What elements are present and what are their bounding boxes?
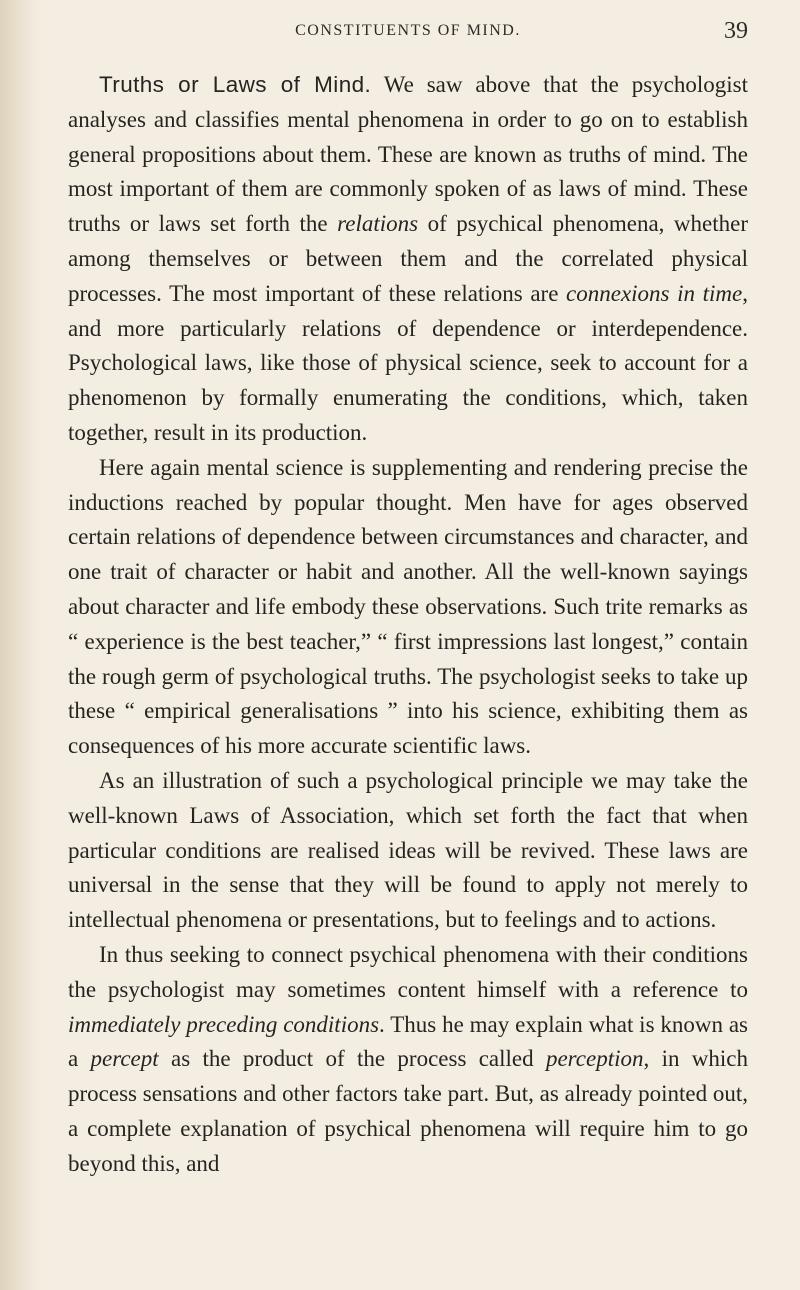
italic-term-relations: relations: [337, 211, 419, 237]
body-text: [68, 68, 748, 1182]
page-header: [68, 18, 748, 50]
text-run: of psychical phenomena, whether among themselves or between them and the correlated physical processes. The most important of these relations are: [68, 211, 748, 306]
paragraph-preceding-conditions: [68, 938, 748, 1182]
italic-term-perception: perception: [545, 1046, 644, 1072]
text-run: , in which process sensations and other factors take part. But, as already pointed out, a complete explanation of psychical phenomena will require him to go beyond this, and: [68, 1046, 748, 1176]
paragraph-laws-of-association: As an illustration of such a psychological principle we may take the well-known Laws of Association, which set forth the fact that when particular conditions are realised ideas will be revived. These laws are universal in the sense that they will be found to apply not merely to intellectual phenomena or presentations, but to feelings and to actions.: [68, 767, 748, 933]
text-run: . Thus he may explain what is known as a: [68, 1011, 748, 1072]
italic-term-connexions: connexions in time: [566, 280, 743, 306]
paragraph-truths-or-laws: [68, 68, 748, 451]
running-head: CONSTITUENTS OF MIND.: [295, 22, 521, 39]
text-run: We saw above that the psychologist analyses and classifies mental phenomena in order to go on to establish general propositions about them. These are known as truths of mind. The most important of them are commonly spoken of as laws of mind. These truths or laws set forth the: [68, 72, 748, 237]
text-run: In thus seeking to connect psychical phenomena with their conditions the psychologist may sometimes content himself with a reference to: [68, 941, 748, 1002]
italic-term-preceding-conditions: immediately preceding conditions: [68, 1011, 380, 1037]
page-number: 39: [724, 18, 748, 44]
text-run: as the product of the process called: [158, 1046, 546, 1072]
paragraph-popular-thought: Here again mental science is supplementing and rendering precise the inductions reached by popular thought. Men have for ages observed certain relations of dependence between circumstances and character, and one trait of character or habit and another. All the well-known sayings about character and life embody these observations. Such trite remarks as “ experience is the best teacher,” “ first impressions last longest,” contain the rough germ of psychological truths. The psychologist seeks to take up these “ empirical generalisations ” into his science, exhibiting them as consequences of his more accurate scientific laws.: [68, 454, 748, 759]
italic-term-percept: percept: [90, 1046, 159, 1072]
text-run: , and more particularly relations of dependence or interdependence. Psychological laws, like those of physical science, seek to account for a phenomenon by formally enumerating the conditions, which, taken together, result in its production.: [68, 280, 748, 445]
binding-shadow: [0, 0, 42, 1290]
section-heading: Truths or Laws of Mind.: [99, 72, 372, 97]
